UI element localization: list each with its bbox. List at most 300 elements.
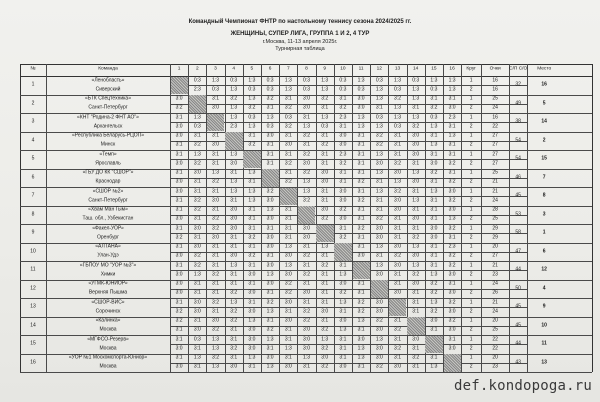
round-2-label: 2 [469,363,473,370]
score-round1: 3:1 [212,262,219,269]
score-round2: 3:2 [175,308,183,315]
score-round1: 1:3 [230,299,238,306]
score-round2: 1:3 [248,123,256,130]
score-round1: 1:3 [248,188,256,195]
score-round1: 3:0 [357,336,365,343]
score-round2: 1:3 [212,345,219,352]
header-opponent: 13 [394,66,401,72]
score-round2: 1:3 [394,104,401,111]
score-round2: 3:0 [412,215,420,222]
score-round2: 3:1 [412,308,420,315]
score-round2: 3:2 [303,197,310,204]
points-round2: 22 [492,345,498,352]
score-round2: 1:3 [284,86,292,93]
score-round2: 3:1 [430,326,438,333]
score-round2: 1:3 [266,308,274,315]
score-round2: 3:2 [357,197,365,204]
score-round2: 3:0 [266,215,274,222]
score-round1: 1:3 [412,262,420,269]
score-round1: 1:3 [303,354,310,361]
score-round2: 3:1 [430,178,438,185]
score-round1: 0:3 [230,77,238,84]
table-name: Турнирная таблица [275,46,325,52]
score-round1: 3:0 [193,299,201,306]
row-number: 7 [31,192,35,199]
round-1-label: 1 [469,95,473,102]
score-round1: 1:3 [248,95,256,102]
score-round1: 3:1 [230,169,238,176]
round-1-label: 1 [469,317,473,324]
diagonal-cell [207,114,224,132]
points-round2: 24 [492,104,498,111]
score-round2: 3:0 [448,104,456,111]
score-round2: 3:1 [339,345,347,352]
score-round1: 3:2 [448,262,456,269]
score-round2: 3:0 [230,215,238,222]
score-round2: 3:1 [321,160,329,167]
diagonal-cell [389,299,406,317]
score-round2: 3:0 [321,178,329,185]
points-round1: 25 [492,169,498,176]
points-sum: 44 [515,266,521,273]
score-round2: 0:3 [248,86,256,93]
score-round2: 3:0 [175,271,183,278]
score-round2: 1:3 [303,178,310,185]
header-opponent: 10 [340,66,346,72]
score-round1: 3:1 [248,206,256,213]
points-round1: 29 [492,225,498,232]
score-round2: 1:3 [394,178,401,185]
score-round2: 1:3 [375,86,383,93]
score-round1: 3:1 [448,280,456,287]
score-round1: 2:3 [448,243,456,250]
score-round1: 3:0 [394,262,401,269]
score-round2: 0:3 [394,86,401,93]
score-round2: 3:1 [284,308,292,315]
score-round1: 1:3 [284,77,292,84]
score-round2: 3:2 [303,271,310,278]
team-name: «КНТ "Родина-2 ФНТ АО"» [77,114,139,121]
header-opponent: 15 [431,66,437,72]
score-round2: 3:2 [303,252,310,259]
score-round2: 3:0 [412,178,420,185]
score-round2: 3:1 [212,308,219,315]
score-round2: 1:3 [357,123,365,130]
score-round2: 1:3 [230,104,238,111]
score-round1: 3:0 [248,336,256,343]
team-city: Санкт-Петербург [88,197,128,204]
points-sum: 54 [515,137,521,144]
score-round2: 3:1 [284,215,292,222]
team-place: 15 [541,155,547,162]
points-sum: 58 [515,229,521,236]
points-round1: 21 [492,188,498,195]
team-name: «Республика Беларусь-РЦОП» [72,132,144,139]
score-round1: 3:1 [212,280,219,287]
round-2-label: 2 [469,308,473,315]
score-round1: 3:0 [339,317,347,324]
team-place: 2 [542,137,546,144]
round-2-label: 2 [469,104,473,111]
score-round2: 3:0 [230,160,238,167]
team-name: «СШОР-ВИС» [91,299,125,306]
score-round2: 3:2 [375,141,383,148]
team-name: «СШОР №2» [92,188,124,195]
points-sum: 43 [515,359,521,366]
score-round2: 0:3 [193,123,201,130]
score-round2: 3:2 [230,308,238,315]
score-round2: 1:3 [430,363,438,370]
score-round2: 3:1 [266,141,274,148]
place-dates: г.Москва, 11-13 апреля 2025г. [262,39,338,45]
diagonal-cell [171,77,188,95]
team-name: «ГБПОУ МО "УОР №3"» [79,262,137,269]
team-place: 8 [542,192,546,199]
score-round1: 3:1 [412,206,420,213]
score-round1: 1:3 [430,188,438,195]
score-round1: 1:3 [375,188,383,195]
header-round: Круг [466,66,476,72]
round-1-label: 1 [469,336,473,343]
score-round1: 1:3 [284,262,292,269]
score-round2: 3:0 [212,104,219,111]
score-round1: 1:3 [303,188,310,195]
score-round2: 3:2 [430,308,438,315]
score-round1: 3:1 [175,243,183,250]
score-round2: 3:0 [303,289,310,296]
score-round2: 3:0 [412,141,420,148]
score-round1: 3:1 [357,169,365,176]
points-sum: 38 [515,118,521,125]
score-round2: 3:2 [339,104,347,111]
score-round1: 3:1 [339,336,347,343]
score-round1: 3:1 [303,280,310,287]
diagonal-cell [189,95,206,113]
score-round1: 3:0 [375,299,383,306]
score-round1: 3:2 [321,95,329,102]
team-city: Москва [99,326,117,333]
score-round1: 3:1 [175,169,183,176]
score-round2: 3:0 [284,271,292,278]
score-round1: 3:0 [303,336,310,343]
score-round2: 3:0 [375,234,383,241]
score-round1: 0:3 [284,114,292,121]
score-round1: 3:1 [303,262,310,269]
score-round2: 3:0 [412,252,420,259]
score-round2: 3:2 [230,345,238,352]
score-round1: 1:3 [248,354,256,361]
diagonal-cell [371,280,388,298]
score-round1: 3:2 [448,299,456,306]
score-round1: 3:0 [357,95,365,102]
team-name: «Хвам Ман Гым» [88,206,128,213]
score-round1: 3:0 [284,317,292,324]
score-round2: 3:2 [284,289,292,296]
team-name: «АЛТАНА» [95,243,121,250]
score-round2: 3:1 [321,197,329,204]
team-city: Москва [99,363,117,370]
team-place: 14 [541,118,547,125]
score-round2: 3:0 [339,215,347,222]
team-place: 12 [541,266,547,273]
score-round2: 3:1 [321,289,329,296]
team-place: 6 [542,248,546,255]
points-round1: 27 [492,132,498,139]
score-round2: 3:1 [303,141,310,148]
score-round2: 3:0 [394,363,401,370]
score-round1: 1:3 [394,77,401,84]
score-round1: 3:1 [175,206,183,213]
diagonal-cell [334,243,351,261]
score-round1: 3:1 [303,114,310,121]
score-round1: 3:2 [430,169,438,176]
score-round1: 0:3 [339,77,347,84]
points-round1: 24 [492,280,498,287]
score-round2: 3:2 [248,252,256,259]
score-round2: 3:2 [448,178,456,185]
diagonal-cell [262,169,279,187]
score-round1: 3:0 [412,336,420,343]
table-border [20,64,592,65]
score-round1: 3:0 [412,132,420,139]
score-round2: 3:2 [212,326,219,333]
score-round2: 3:0 [430,234,438,241]
score-round1: 3:2 [230,317,238,324]
score-round2: 3:0 [284,363,292,370]
header-num: № [30,66,36,72]
score-round2: 3:0 [394,289,401,296]
team-name: «УОР №1 Москомспорта-Юниор» [68,354,148,361]
score-round1: 1:3 [321,77,329,84]
score-round1: 3:1 [321,188,329,195]
team-place: 10 [541,322,547,329]
score-round2: 1:3 [266,363,274,370]
score-round1: 3:1 [448,336,456,343]
score-round2: 3:2 [394,160,401,167]
score-round2: 2:3 [193,86,201,93]
score-round1: 3:2 [303,169,310,176]
score-round1: 3:1 [448,95,456,102]
score-round2: 3:0 [175,160,183,167]
points-sum: 50 [515,285,521,292]
row-number: 6 [31,174,35,181]
score-round1: 3:0 [303,95,310,102]
score-round1: 3:1 [284,151,292,158]
score-round1: 1:3 [248,317,256,324]
header-opponent: 5 [250,66,254,72]
row-number: 11 [30,266,36,273]
score-round2: 1:3 [412,197,420,204]
score-round1: 3:2 [375,317,383,324]
points-round2: 24 [492,308,498,315]
diagonal-cell [316,225,333,243]
score-round1: 3:0 [175,132,183,139]
score-round1: 1:3 [266,114,274,121]
score-round2: 3:2 [357,178,365,185]
score-round2: 3:0 [175,289,183,296]
score-round1: 1:3 [357,77,365,84]
score-round2: 3:0 [230,252,238,259]
score-round2: 3:1 [193,345,201,352]
score-round2: 3:2 [175,104,183,111]
score-round1: 3:1 [175,299,183,306]
score-round1: 3:1 [284,354,292,361]
team-name: «Темп» [99,151,117,158]
header-opponent: 9 [323,66,327,72]
document-title: Командный Чемпионат ФНТР по настольному теннису сезона 2024/2025 гг. [188,19,412,25]
points-round2: 16 [492,86,498,93]
score-round1: 3:2 [266,299,274,306]
team-city: Санкт-Петербург [88,104,128,111]
score-round2: 3:2 [212,178,219,185]
score-round2: 3:2 [212,271,219,278]
team-city: Верхняя Пышма [88,289,128,296]
points-round1: 16 [492,114,498,121]
points-sum: 45 [515,303,521,310]
score-round2: 3:1 [212,289,219,296]
score-round2: 3:0 [175,363,183,370]
score-round2: 3:2 [375,363,383,370]
score-round1: 3:1 [430,151,438,158]
score-round1: 1:3 [357,354,365,361]
score-round2: 1:3 [339,326,347,333]
team-city: Краснодар [95,178,121,185]
score-round2: 3:0 [212,197,219,204]
score-round1: 3:2 [212,299,219,306]
score-round2: 3:2 [193,252,201,259]
score-round1: 3:1 [230,336,238,343]
score-round1: 3:1 [394,336,401,343]
score-round1: 0:3 [266,77,274,84]
row-number: 15 [30,340,36,347]
score-round1: 1:3 [375,262,383,269]
header-opponent: 7 [286,66,290,72]
score-round1: 1:3 [375,336,383,343]
score-round2: 3:1 [248,215,256,222]
score-round2: 0:3 [303,86,310,93]
score-round2: 3:2 [375,215,383,222]
score-round1: 3:1 [448,169,456,176]
score-round2: 3:1 [230,271,238,278]
score-round1: 1:3 [193,114,201,121]
team-city: Москва [99,345,117,352]
score-round2: 3:0 [357,252,365,259]
score-round1: 3:1 [357,151,365,158]
points-round2: 25 [492,215,498,222]
round-1-label: 1 [469,114,473,121]
score-round1: 3:2 [339,206,347,213]
diagonal-cell [225,132,242,150]
score-round1: 3:1 [248,280,256,287]
score-round1: 3:0 [321,206,329,213]
row-number: 14 [30,322,36,329]
score-round1: 3:2 [303,317,310,324]
team-city: Химки [100,271,116,278]
points-sum: 45 [515,192,521,199]
score-round1: 1:3 [212,77,219,84]
score-round1: 1:3 [321,336,329,343]
score-round2: 3:1 [266,104,274,111]
team-city: Сорочинск [95,308,121,315]
score-round2: 3:1 [448,141,456,148]
round-2-label: 2 [469,160,473,167]
points-sum: 53 [515,211,521,218]
score-round1: 1:3 [248,77,256,84]
score-round2: 3:0 [448,345,456,352]
round-2-label: 2 [469,234,473,241]
score-round1: 3:1 [448,151,456,158]
row-divider [20,372,592,373]
score-round2: 3:2 [394,252,401,259]
row-number: 3 [31,118,35,125]
score-round2: 3:2 [284,160,292,167]
score-round2: 3:2 [266,326,274,333]
points-round1: 21 [492,299,498,306]
score-round1: 1:3 [212,336,219,343]
score-round1: 1:3 [375,151,383,158]
score-round1: 3:1 [212,243,219,250]
score-round1: 3:2 [357,299,365,306]
score-round1: 3:2 [303,132,310,139]
score-round1: 3:1 [339,225,347,232]
score-round1: 3:1 [375,206,383,213]
score-round1: 3:1 [412,299,420,306]
score-round2: 1:3 [284,345,292,352]
score-round2: 3:2 [175,234,183,241]
score-round1: 3:1 [175,225,183,232]
score-round2: 3:2 [357,308,365,315]
score-round2: 3:0 [339,363,347,370]
score-round1: 3:2 [412,354,420,361]
points-round1: 28 [492,206,498,213]
score-round1: 3:1 [284,206,292,213]
round-2-label: 2 [469,252,473,259]
score-round1: 1:3 [448,77,456,84]
score-round2: 3:0 [230,363,238,370]
round-2-label: 2 [469,271,473,278]
score-round1: 3:1 [230,354,238,361]
round-1-label: 1 [469,299,473,306]
row-number: 9 [31,229,35,236]
points-sum: 47 [515,248,521,255]
points-sum: 32 [515,81,521,88]
header-opponent: 16 [449,66,455,72]
score-round2: 1:3 [321,86,329,93]
score-round2: 3:1 [248,178,256,185]
score-round1: 3:1 [175,336,183,343]
score-round2: 3:0 [303,104,310,111]
score-round1: 3:0 [266,132,274,139]
round-2-label: 2 [469,289,473,296]
round-1-label: 1 [469,151,473,158]
team-place: 13 [541,359,547,366]
score-round1: 1:3 [266,206,274,213]
header-opponent: 8 [305,66,308,72]
score-round1: 3:0 [394,169,401,176]
score-round1: 3:2 [375,132,383,139]
score-round1: 3:1 [212,95,219,102]
points-round1: 25 [492,95,498,102]
score-round1: 3:0 [339,188,347,195]
score-round1: 3:0 [412,151,420,158]
score-round2: 3:2 [448,197,456,204]
score-round2: 3:2 [248,141,256,148]
score-round2: 3:2 [321,215,329,222]
score-round2: 3:1 [284,234,292,241]
score-round2: 3:1 [284,326,292,333]
score-round1: 3:0 [375,354,383,361]
score-round2: 3:0 [248,271,256,278]
